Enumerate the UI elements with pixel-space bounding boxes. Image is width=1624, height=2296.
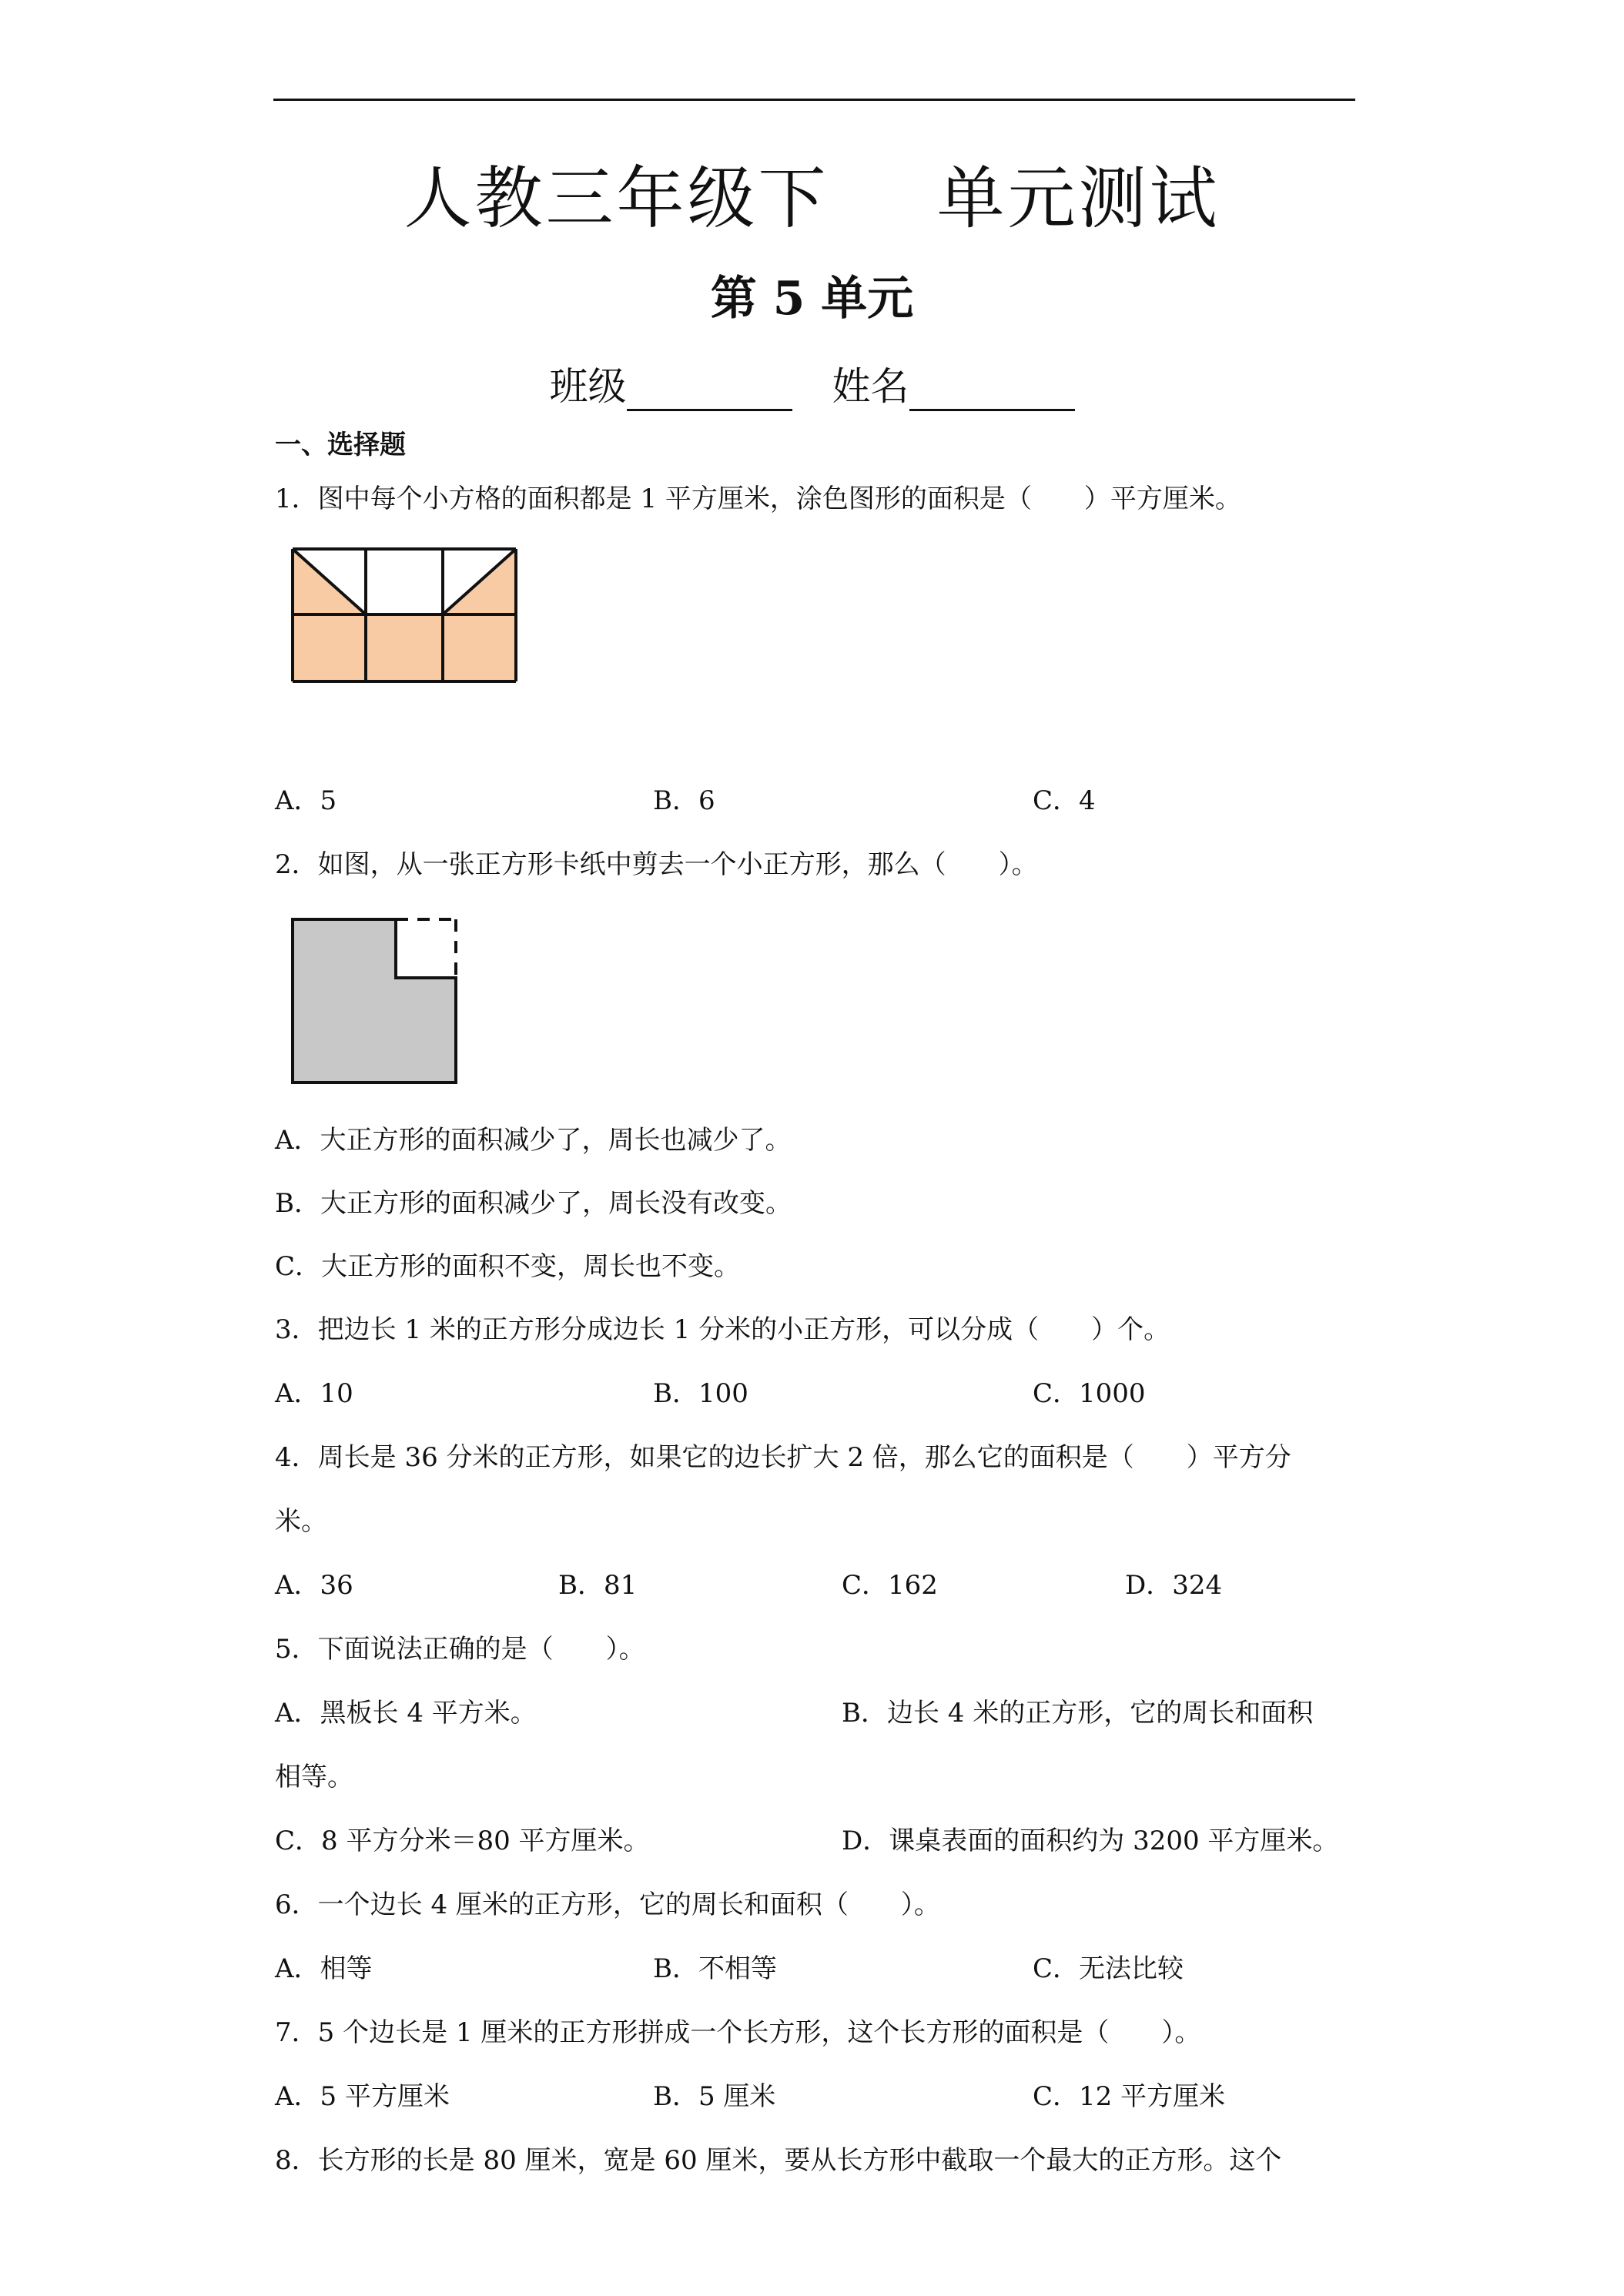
title-left: 人教三年级下 [403,159,829,238]
top-rule [273,99,1355,101]
q7-option-c[interactable]: C．12 平方厘米 [1033,2081,1226,2112]
q1-option-c[interactable]: C．4 [1033,785,1096,816]
question-2-stem: 2．如图，从一张正方形卡纸中剪去一个小正方形，那么（ ）。 [275,849,1038,880]
unit-heading: 第 5 单元 [710,272,914,326]
q4-option-a[interactable]: A．36 [275,1570,353,1601]
class-blank[interactable] [627,369,792,411]
q1-option-a[interactable]: A．5 [275,785,337,816]
q7-option-a[interactable]: A．5 平方厘米 [275,2081,450,2112]
q4-option-c[interactable]: C．162 [842,1570,938,1601]
page-title [0,145,1624,242]
question-7-stem: 7．5 个边长是 1 厘米的正方形拼成一个长方形，这个长方形的面积是（ ）。 [275,2017,1201,2048]
q1-option-b[interactable]: B．6 [653,785,715,816]
q1-shaded-bottom [293,614,516,681]
q2-option-b[interactable]: B．大正方形的面积减少了，周长没有改变。 [275,1188,792,1219]
q3-option-b[interactable]: B．100 [653,1378,748,1409]
q3-option-c[interactable]: C．1000 [1033,1378,1146,1409]
class-label: 班级 [549,364,627,409]
q2-option-c[interactable]: C．大正方形的面积不变，周长也不变。 [275,1251,741,1282]
q2-option-a[interactable]: A．大正方形的面积减少了，周长也减少了。 [275,1125,792,1156]
question-3-stem: 3．把边长 1 米的正方形分成边长 1 分米的小正方形，可以分成（ ）个。 [275,1314,1170,1345]
q5-option-d[interactable]: D．课桌表面的面积约为 3200 平方厘米。 [842,1826,1339,1856]
question-5-stem: 5．下面说法正确的是（ ）。 [275,1634,645,1665]
q5-option-b[interactable]: B．边长 4 米的正方形，它的周长和面积 [842,1698,1314,1729]
q6-option-b[interactable]: B．不相等 [653,1953,777,1984]
question-4-stem-continued: 米。 [275,1506,327,1537]
q5-option-a[interactable]: A．黑板长 4 平方米。 [275,1698,537,1729]
section-title: 一、选择题 [275,430,406,460]
q5-option-b-continued[interactable]: 相等。 [275,1762,353,1792]
q7-option-b[interactable]: B．5 厘米 [653,2081,776,2112]
q4-option-b[interactable]: B．81 [558,1570,638,1601]
q5-option-c[interactable]: C．8 平方分米＝80 平方厘米。 [275,1826,650,1856]
name-blank[interactable] [909,369,1075,411]
q2-figure [288,915,465,1088]
q2-remaining-shape [293,919,456,1083]
q4-option-d[interactable]: D．324 [1125,1570,1223,1601]
student-info [0,356,1624,411]
name-label: 姓名 [832,364,909,409]
question-6-stem: 6．一个边长 4 厘米的正方形，它的周长和面积（ ）。 [275,1889,940,1920]
q6-option-c[interactable]: C．无法比较 [1033,1953,1184,1984]
title-right: 单元测试 [936,159,1221,238]
question-4-stem: 4．周长是 36 分米的正方形，如果它的边长扩大 2 倍，那么它的面积是（ ）平方分 [275,1442,1291,1473]
q3-option-a[interactable]: A．10 [275,1378,353,1409]
q1-figure [285,543,524,689]
question-1-stem: 1．图中每个小方格的面积都是 1 平方厘米，涂色图形的面积是（ ）平方厘米。 [275,484,1241,514]
q6-option-a[interactable]: A．相等 [275,1953,373,1984]
question-8-stem: 8．长方形的长是 80 厘米，宽是 60 厘米，要从长方形中截取一个最大的正方形。这个 [275,2145,1282,2176]
